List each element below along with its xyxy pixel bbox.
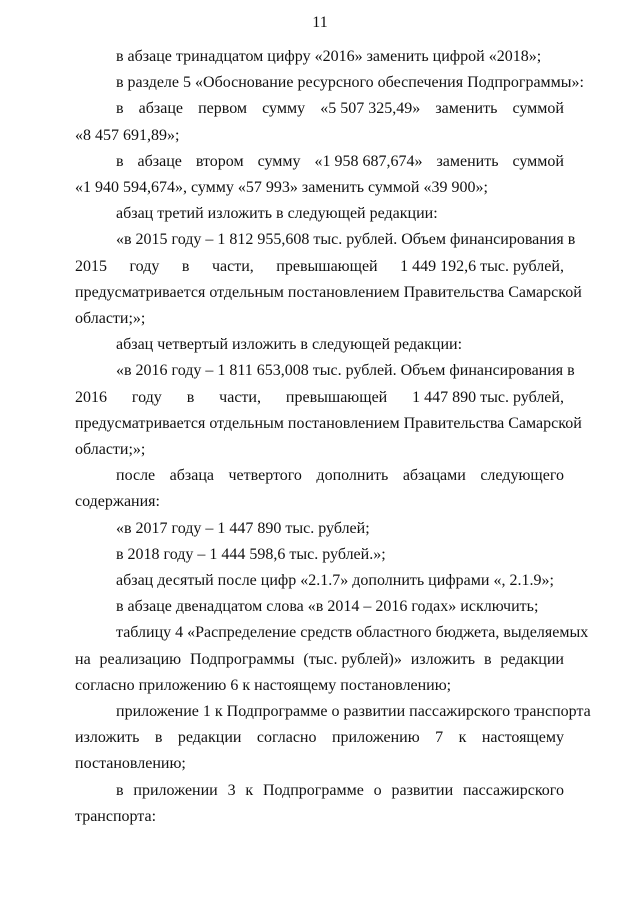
word: абзацами [402,467,466,485]
word: в [181,257,190,275]
word: приложении [133,781,218,799]
word: году [131,388,162,406]
word: 7 [435,729,444,747]
word: изложить [75,729,140,747]
word: дополнить [316,467,389,485]
word: в [186,388,195,406]
word: развитии [391,781,454,799]
word: настоящему [481,729,564,747]
paragraph-14-line-1: таблицу 4 «Распределение средств областного бюджета, выделяемых [116,624,589,642]
word: (тыс. рублей)» [303,650,402,668]
paragraph-1: в абзаце тринадцатом цифру «2016» заменить цифрой «2018»; [116,48,542,65]
word: заменить [435,100,498,118]
word: к [245,781,254,799]
word: первом [198,100,248,118]
word: следующего [480,467,564,485]
paragraph-14-line-3: согласно приложению 6 к настоящему постановлению; [75,676,452,694]
paragraph-13: в абзаце двенадцатом слова «в 2014 – 2016 годах» исключить; [116,598,539,616]
paragraph-4-line-1 [75,149,564,175]
word: Подпрограмме [263,781,364,799]
word: году [129,257,160,275]
word: части, [219,388,261,406]
paragraph-8-line-4: области;»; [75,441,146,459]
word: суммой [512,100,564,118]
word: изложить [410,650,476,668]
word: «1 958 687,674» [314,152,423,170]
paragraph-8-line-3: предусматривается отдельным постановлением Правительства Самарской [75,414,582,432]
paragraph-8-line-2 [75,385,564,411]
paragraph-16-line-2: транспорта: [75,807,157,825]
paragraph-11: в 2018 году – 1 444 598,6 тыс. рублей.»; [116,545,386,563]
paragraph-8-line-1: «в 2016 году – 1 811 653,008 тыс. рублей. Объем финансирования в [116,362,575,380]
word: четвертого [228,467,302,485]
word: сумму [262,100,306,118]
word: согласно [256,729,317,747]
paragraph-9-line-1 [75,463,564,489]
word: 3 [227,781,236,799]
word: 2016 [75,388,107,406]
page-number: 11 [312,14,328,31]
word: редакции [177,729,242,747]
word: абзаца [169,467,214,485]
word: к [458,729,467,747]
word: в [154,729,163,747]
paragraph-14-line-2 [75,647,564,673]
word: суммой [512,152,564,170]
paragraph-16-line-1 [75,778,564,804]
word: втором [195,152,244,170]
paragraph-4-line-2: «1 940 594,674», сумму «57 993» заменить суммой «39 900»; [75,179,488,197]
word: реализацию [99,650,182,668]
word: «5 507 325,49» [320,100,421,118]
word: приложению [331,729,420,747]
word: Подпрограммы [190,650,295,668]
word: абзаце [137,152,182,170]
word: в [116,781,124,799]
word: на [75,650,91,668]
word: в [116,100,124,118]
paragraph-7: абзац четвертый изложить в следующей редакции: [116,336,463,354]
word: после [116,467,156,485]
word: в [483,650,492,668]
paragraph-5: абзац третий изложить в следующей редакции: [116,205,438,223]
paragraph-6-line-1: «в 2015 году – 1 812 955,608 тыс. рублей. Объем финансирования в [116,231,576,249]
word: в [116,152,124,170]
word: редакции [500,650,564,668]
word: превышающей [285,388,388,406]
word: превышающей [276,257,378,275]
paragraph-3-line-1 [75,96,564,122]
paragraph-6-line-2 [75,254,564,280]
paragraph-15-line-1: приложение 1 к Подпрограмме о развитии пассажирского транспорта [116,703,591,721]
paragraph-12: абзац десятый после цифр «2.1.7» дополнить цифрами «, 2.1.9»; [116,572,554,590]
paragraph-3-line-2: «8 457 691,89»; [75,126,180,144]
paragraph-6-line-3: предусматривается отдельным постановлением Правительства Самарской [75,283,582,301]
word: 2015 [75,257,107,275]
word: сумму [257,152,301,170]
word: 1 447 890 тыс. рублей, [412,388,564,406]
word: о [373,781,382,799]
word: абзаце [138,100,183,118]
paragraph-15-line-2 [75,725,564,751]
paragraph-9-line-2: содержания: [75,493,160,511]
word: 1 449 192,6 тыс. рублей, [400,257,564,275]
paragraph-10: «в 2017 году – 1 447 890 тыс. рублей; [116,519,370,537]
paragraph-6-line-4: области;»; [75,310,146,328]
word: части, [211,257,254,275]
document-body [75,44,591,830]
paragraph-15-line-3: постановлению; [75,755,186,773]
word: заменить [436,152,499,170]
word: пассажирского [462,781,564,799]
paragraph-2: в разделе 5 «Обоснование ресурсного обеспечения Подпрограммы»: [116,74,584,92]
